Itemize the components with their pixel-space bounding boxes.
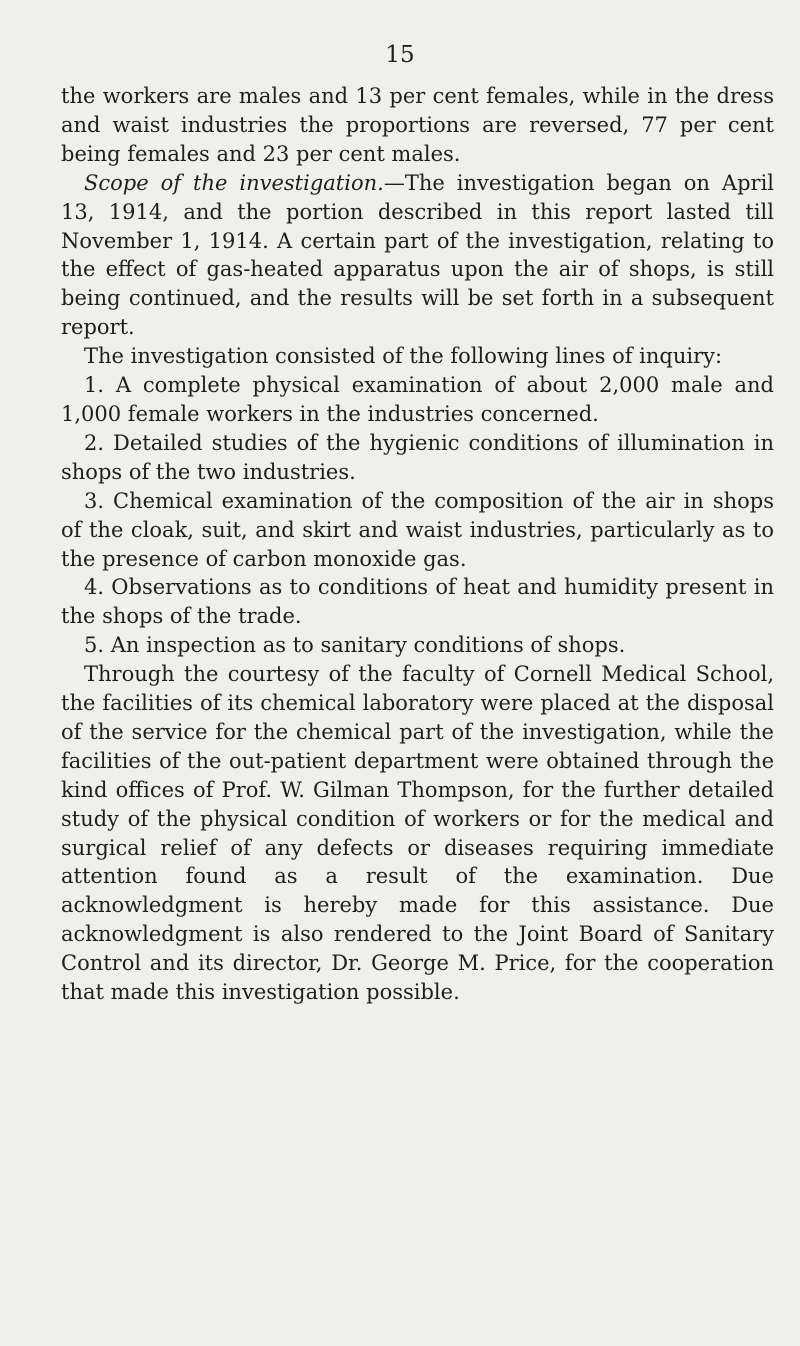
paragraph-acknowledgment: Through the courtesy of the faculty of Cornell Medical School, the facilities of its chemical laboratory were placed at the disposal of the service for the chemical part of the investigation, while the facilities of the out-patient department were obtained through the kind offices of Prof. W. Gilman Thompson, for the further detailed study of the physical condition of workers or for the medical and surgical relief of any defects or diseases requiring immediate attention found as a result of the examination. Due acknowledgment is hereby made for this assistance. Due acknowledgment is also rendered to the Joint Board of Sanitary Control and its director, Dr. George M. Price, for the cooperation that made this investigation possible.: [61, 662, 774, 1005]
list-item-3: 3. Chemical examination of the composition of the air in shops of the cloak, suit, and skirt and waist industries, particularly as to the presence of carbon monoxide gas.: [61, 488, 774, 571]
list-item-4: 4. Observations as to conditions of heat and humidity present in the shops of the trade.: [61, 575, 774, 629]
paragraph-lines-intro: The investigation consisted of the following lines of inquiry:: [84, 344, 723, 369]
paragraph-scope: [61, 169, 774, 342]
list-item-5: 5. An inspection as to sanitary conditions of shops.: [84, 633, 626, 658]
paragraph-continuation: the workers are males and 13 per cent females, while in the dress and waist industries the proportions are reversed, 77 per cent being females and 23 per cent males.: [61, 84, 774, 166]
list-item-2: 2. Detailed studies of the hygienic conditions of illumination in shops of the two industries.: [61, 430, 774, 484]
scope-body: —The investigation began on April 13, 1914, and the portion described in this report lasted till November 1, 1914. A certain part of the investigation, relating to the effect of gas-heated apparatus upon the air of shops, is still being continued, and the results will be set forth in a subsequent report.: [61, 170, 774, 340]
scope-heading: Scope of the investigation.: [84, 170, 384, 195]
list-item-1: 1. A complete physical examination of about 2,000 male and 1,000 female workers in the industries concerned.: [61, 373, 774, 426]
body-text: [61, 82, 774, 1007]
page-number: 15: [385, 42, 415, 68]
